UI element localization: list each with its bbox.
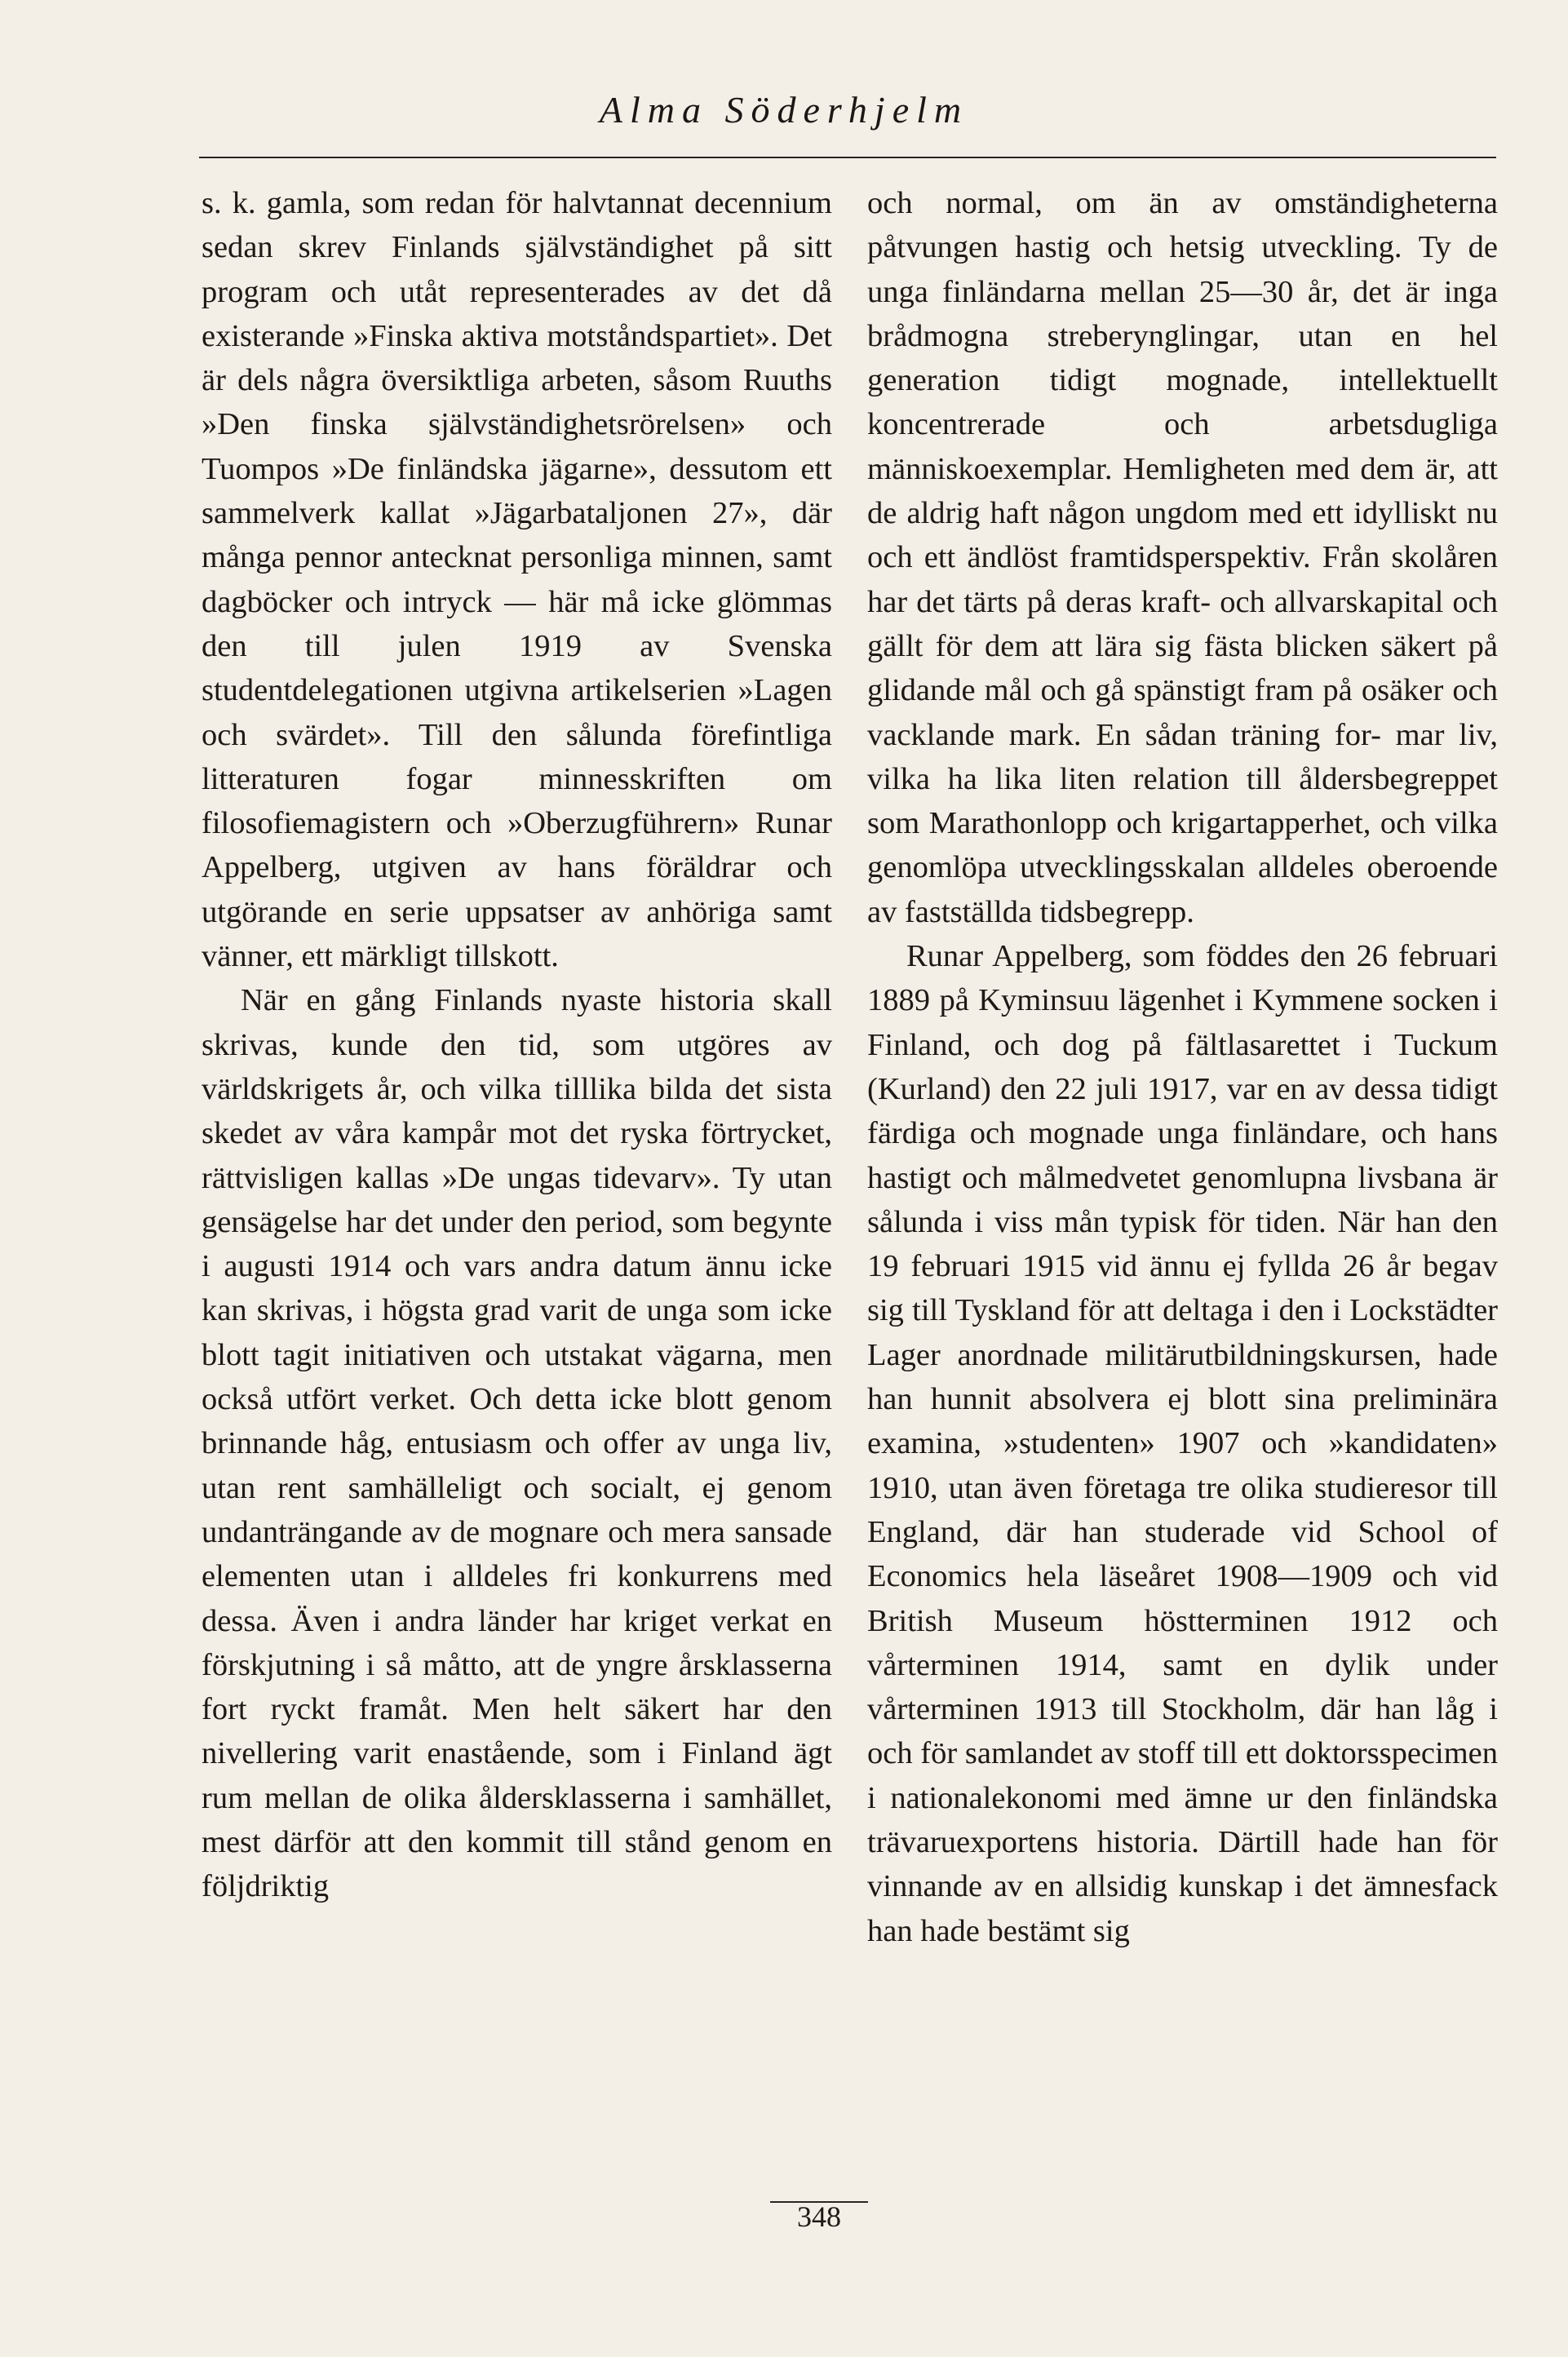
paragraph: s. k. gamla, som redan för halvtannat decennium sedan skrev Finlands självständighet på sitt program och utåt representerades av det då existerande »Finska aktiva motståndspartiet». Det är dels några översiktliga arbeten, såsom Ruuths »Den finska självständighetsrörelsen» och Tuompos »De finländska jägarne», dessutom ett sammelverk kallat »Jägarbataljonen 27», där många pennor antecknat personliga minnen, samt dagböcker och intryck — här må icke glömmas den till julen 1919 av Svenska studentdelegationen utgivna artikelserien »Lagen och svärdet». Till den sålunda förefintliga litteraturen fogar minnesskriften om filosofiemagistern och »Oberzugführern» Runar Appelberg, utgiven av hans föräldrar och utgörande en serie uppsatser av anhöriga samt vänner, ett märkligt tillskott. (202, 186, 832, 974)
page-number: 348 (797, 2200, 841, 2233)
right-column (867, 181, 1498, 1953)
running-title: Alma Söderhjelm (599, 89, 969, 131)
paragraph: När en gång Finlands nyaste historia skall skrivas, kunde den tid, som utgöres av världskrigets år, och vilka tilllika bilda det sista skedet av våra kampår mot det ryska förtrycket, rättvisligen kallas »De ungas tidevarv». Ty utan gensägelse har det under den period, som begynte i augusti 1914 och vars andra datum ännu icke kan skrivas, i högsta grad varit de unga som icke blott tagit initiativen och utstakat vägarna, men också utfört verket. Och detta icke blott genom brinnande håg, entusiasm och offer av unga liv, utan rent samhälleligt och socialt, ej genom undanträngande av de mognare och mera sansade elementen utan i alldeles fri konkurrens med dessa. Även i andra länder har kriget verkat en förskjutning i så måtto, att de yngre årsklasserna fort ryckt framåt. Men helt säkert har den nivellering varit enastående, som i Finland ägt rum mellan de olika åldersklasserna i samhället, mest därför att den kommit till stånd genom en följdriktig (202, 983, 832, 1904)
paragraph: och normal, om än av omständigheterna påtvungen hastig och hetsig utveckling. Ty de unga finländarna mellan 25—30 år, det är inga brådmogna streberynglingar, utan en hel generation tidigt mognade, intellektuellt koncentrerade och arbetsdugliga människoexemplar. Hemligheten med dem är, att de aldrig haft någon ungdom med ett idylliskt nu och ett ändlöst framtidsperspektiv. Från skolåren har det tärts på deras kraft- och allvarskapital och gällt för dem att lära sig fästa blicken säkert på glidande mål och gå spänstigt fram på osäker och vacklande mark. En sådan träning for- mar liv, vilka ha lika liten relation till åldersbegreppet som Marathonlopp och krigartapperhet, och vilka genomlöpa utvecklingsskalan alldeles oberoende av fastställda tidsbegrepp. (867, 186, 1498, 929)
header-rule (199, 157, 1496, 158)
left-column (202, 181, 832, 1909)
paragraph: Runar Appelberg, som föddes den 26 februari 1889 på Kyminsuu lägenhet i Kymmene socken i Finland, och dog på fältlasarettet i Tuckum (Kurland) den 22 juli 1917, var en av dessa tidigt färdiga och mognade unga finländare, och hans hastigt och målmedvetet genomlupna livsbana är sålunda i viss mån typisk för tiden. När han den 19 februari 1915 vid ännu ej fyllda 26 år begav sig till Tyskland för att deltaga i den i Lockstädter Lager anordnade militärutbildningskursen, hade han hunnit absolvera ej blott sina preliminära examina, »studenten» 1907 och »kandidaten» 1910, utan även företaga tre olika studieresor till England, där han studerade vid School of Economics hela läseåret 1908—1909 och vid British Museum höstterminen 1912 och vårterminen 1914, samt en dylik under vårterminen 1913 till Stockholm, där han låg i och för samlandet av stoff till ett doktorsspecimen i nationalekonomi med ämne ur den finländska trävaruexportens historia. Därtill hade han för vinnande av en allsidig kunskap i det ämnesfack han hade bestämt sig (867, 939, 1498, 1948)
